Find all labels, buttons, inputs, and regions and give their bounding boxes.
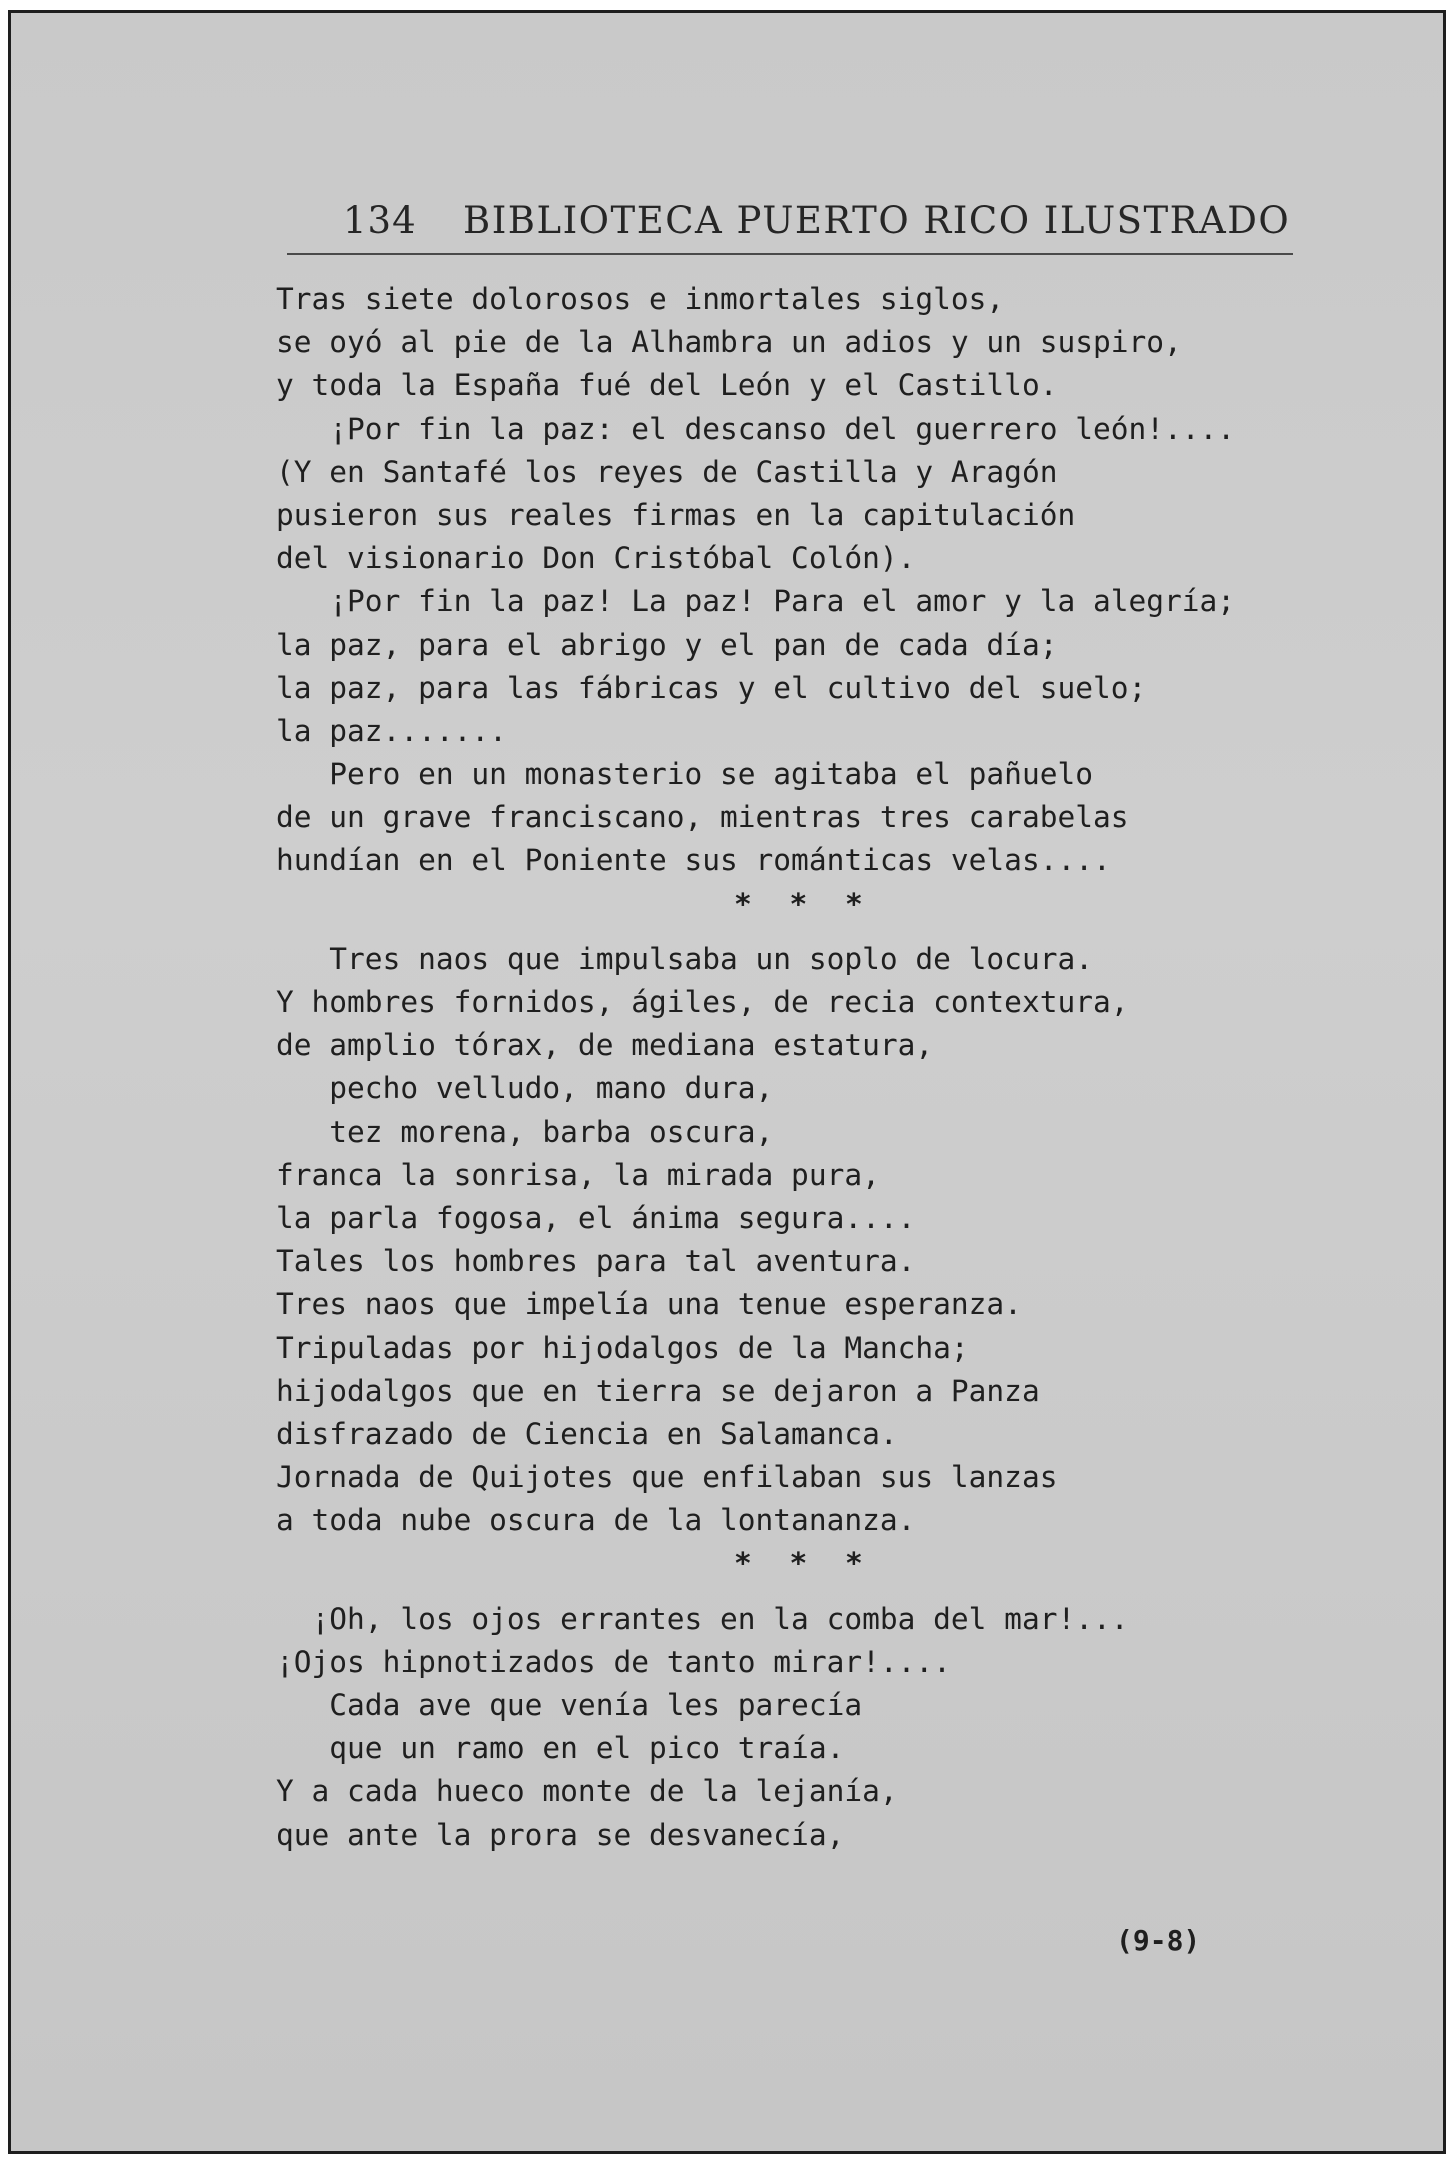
poem-line: que ante la prora se desvanecía, [276,1817,845,1852]
poem-line: la paz, para el abrigo y el pan de cada día; [276,627,1058,662]
poem-line: hijodalgos que en tierra se dejaron a Panza [276,1373,1040,1408]
poem-line: que un ramo en el pico traía. [276,1731,845,1766]
poem-line: la paz....... [276,713,507,748]
poem-line: del visionario Don Cristóbal Colón). [276,541,916,576]
poem-line: Tres naos que impelía una tenue esperanza. [276,1287,1022,1322]
poem-line: Y a cada hueco monte de la lejanía, [276,1774,898,1809]
spacer [276,1586,1236,1598]
poem-line: la paz, para las fábricas y el cultivo del suelo; [276,670,1147,705]
poem-line: de un grave franciscano, mientras tres carabelas [276,800,1129,835]
poem-body [276,278,1236,1857]
running-title: BIBLIOTECA PUERTO RICO ILUSTRADO [463,199,1291,242]
poem-line: ¡Ojos hipnotizados de tanto mirar!.... [276,1644,951,1679]
poem-line: ¡Oh, los ojos errantes en la comba del mar!... [276,1601,1129,1636]
poem-line: a toda nube oscura de la lontananza. [276,1503,916,1538]
poem-line: tez morena, barba oscura, [276,1114,774,1149]
poem-section-2 [276,938,1236,1543]
poem-line: Tripuladas por hijodalgos de la Mancha; [276,1330,969,1365]
poem-line: Tras siete dolorosos e inmortales siglos, [276,282,1005,316]
poem-line: ¡Por fin la paz! La paz! Para el amor y la alegría; [276,584,1236,619]
poem-line: Pero en un monasterio se agitaba el pañuelo [276,757,1093,792]
poem-line: Y hombres fornidos, ágiles, de recia contextura, [276,985,1129,1019]
section-separator: * * * [734,1546,873,1581]
poem-line: la parla fogosa, el ánima segura.... [276,1200,916,1235]
poem-line: Cada ave que venía les parecía [276,1688,863,1722]
section-separator: * * * [734,886,873,921]
printer-signature-mark: (9-8) [1116,1924,1201,1957]
poem-section-3 [276,1598,1236,1857]
poem-line: y toda la España fué del León y el Castillo. [276,368,1058,403]
page-header [287,191,1293,255]
poem-line: Tales los hombres para tal aventura. [276,1244,916,1279]
poem-line: pecho velludo, mano dura, [276,1071,774,1106]
poem-line: pusieron sus reales firmas en la capitulación [276,497,1076,532]
poem-line: hundían en el Poniente sus románticas velas.... [276,843,1111,878]
poem-line: ¡Por fin la paz: el descanso del guerrero león!.... [276,411,1236,446]
poem-line: se oyó al pie de la Alhambra un adios y un suspiro, [276,325,1182,360]
spacer [276,926,1236,938]
poem-line: Tres naos que impulsaba un soplo de locura. [276,941,1093,976]
page-number: 134 [343,199,417,242]
poem-section-1 [276,278,1236,883]
poem-line: disfrazado de Ciencia en Salamanca. [276,1416,898,1451]
poem-line: Jornada de Quijotes que enfilaban sus lanzas [276,1460,1058,1495]
poem-line: franca la sonrisa, la mirada pura, [276,1157,880,1192]
poem-line: de amplio tórax, de mediana estatura, [276,1028,934,1063]
poem-line: (Y en Santafé los reyes de Castilla y Aragón [276,454,1058,489]
